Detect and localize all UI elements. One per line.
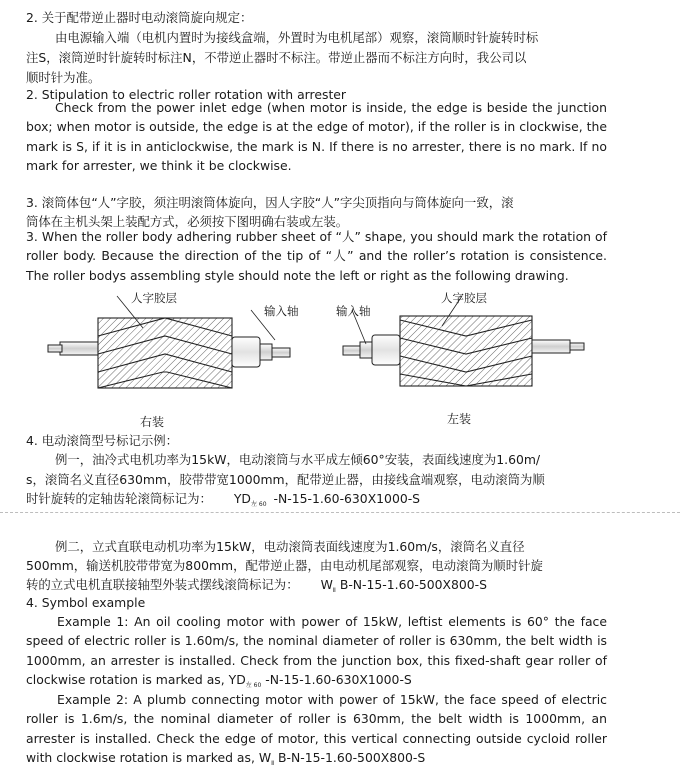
cn-ex1-code-prefix: YD bbox=[233, 491, 251, 506]
right-caption: 右装 bbox=[140, 415, 165, 429]
section-divider bbox=[0, 512, 680, 513]
cn-ex2-code-prefix: W bbox=[320, 577, 333, 592]
section4-cn-ex1-line-3 bbox=[26, 490, 420, 513]
section2-cn-line-3: 顺时针为准。 bbox=[26, 70, 101, 85]
section4-cn-ex1-line-1: 例一，油冷式电机功率为15kW，电动滚筒与水平成左倾60°安装，表面线速度为1.60m/ bbox=[55, 452, 541, 467]
cn-ex1-text: 时针旋转的定轴齿轮滚筒标记为： bbox=[26, 491, 212, 506]
left-shaft-label: 输入轴 bbox=[336, 304, 371, 318]
cn-ex2-text: 转的立式电机直联接轴型外装式摆线滚筒标记为： bbox=[26, 577, 299, 592]
en-ex2-code-sub: Ⅱ bbox=[271, 760, 275, 768]
section4-cn-heading: 4. 电动滚筒型号标记示例： bbox=[26, 433, 179, 448]
section2-cn-line-1: 由电源输入端（电机内置时为接线盒端，外置时为电机尾部）观察，滚筒顺时针旋转时标 bbox=[55, 30, 539, 45]
section3-cn-line-1: 3. 滚筒体包“人”字胶，须注明滚筒体旋向，因人字胶“人”字尖顶指向与筒体旋向一致，滚 bbox=[26, 195, 514, 210]
cn-ex2-code-sub: Ⅱ bbox=[332, 587, 336, 594]
section4-cn-ex2-line-1: 例二，立式直联电动机功率为15kW，电动滚筒表面线速度为1.60m/s，滚筒名义直径 bbox=[55, 539, 525, 554]
section4-en-ex2 bbox=[26, 690, 607, 774]
section2-en-text: Check from the power inlet edge (when motor is inside, the edge is beside the junction box; when motor is outside, the edge is at the edge of motor), if the roller is in clockwise, the mark is S, if it is in anticlockwise, the mark is N. If there is no arrester, there is no mark. If no mark for arrester, we think it be clockwise. bbox=[26, 100, 607, 174]
section2-en-heading: 2. Stipulation to electric roller rotation with arrester bbox=[26, 87, 347, 102]
en-ex1-code-sub: 左 60 bbox=[245, 682, 262, 690]
left-caption: 左装 bbox=[447, 412, 472, 426]
section3-cn-line-2: 筒体在主机头架上装配方式，必须按下图明确右装或左装。 bbox=[26, 214, 349, 229]
section4-en-heading: 4. Symbol example bbox=[26, 595, 146, 610]
en-ex1-text: Example 1: An oil cooling motor with power of 15kW, leftist elements is 60° the face speed of electric roller is 1.60m/s, the nominal diameter of roller is 630mm, the belt width is 1000mm, an arrester is installed. Check from the junction box, this fixed-shaft gear roller of clockwise rotation is marked as, bbox=[26, 614, 607, 688]
section4-cn-ex1-line-2: s，滚筒名义直径630mm，胶带带宽1000mm，配带逆止器，由接线盒端观察，电动滚筒为顺 bbox=[26, 472, 545, 487]
cn-ex1-code-rest: -N-15-1.60-630X1000-S bbox=[273, 491, 421, 506]
cn-ex1-code-sub: 左 60 bbox=[250, 501, 267, 508]
section4-cn-ex2-line-2: 500mm，输送机胶带带宽为800mm，配带逆止器，由电动机尾部观察，电动滚筒为顺时针旋 bbox=[26, 558, 543, 573]
section4-en-ex1 bbox=[26, 612, 607, 696]
en-ex2-code-prefix: W bbox=[258, 750, 272, 766]
left-rubber-label: 人字胶层 bbox=[441, 291, 487, 305]
en-ex2-text: Example 2: A plumb connecting motor with power of 15kW, the face speed of electric roller is 1.6m/s, the nominal diameter of roller is 630mm, the belt width is 1000mm, an arrester is installed. Check the edge of motor, this vertical connecting outside cycloid roller with clockwise rotation is marked as, bbox=[26, 692, 607, 766]
right-rubber-label: 人字胶层 bbox=[131, 291, 177, 305]
section2-cn-line-2: 注S，滚筒逆时针旋转时标注N，不带逆止器时不标注。带逆止器而不标注方向时，我公司以 bbox=[26, 50, 527, 65]
en-ex1-code-rest: -N-15-1.60-630X1000-S bbox=[265, 672, 412, 688]
section3-en-text: 3. When the roller body adhering rubber sheet of “人” shape, you should mark the rotation of roller body. Because the direction of the tip of “人” and the roller’s rotation is consistence. The roller bodys assembling style should note the left or right as the following drawing. bbox=[26, 229, 607, 283]
en-ex2-code-rest: B-N-15-1.60-500X800-S bbox=[278, 750, 426, 766]
section2-cn-heading: 2. 关于配带逆止器时电动滚筒旋向规定： bbox=[26, 10, 253, 25]
cn-ex2-code-rest: B-N-15-1.60-500X800-S bbox=[339, 577, 487, 592]
right-shaft-label: 输入轴 bbox=[264, 304, 299, 318]
en-ex1-code-prefix: YD bbox=[228, 672, 246, 688]
right-assembly bbox=[48, 296, 290, 388]
left-assembly bbox=[343, 296, 584, 386]
